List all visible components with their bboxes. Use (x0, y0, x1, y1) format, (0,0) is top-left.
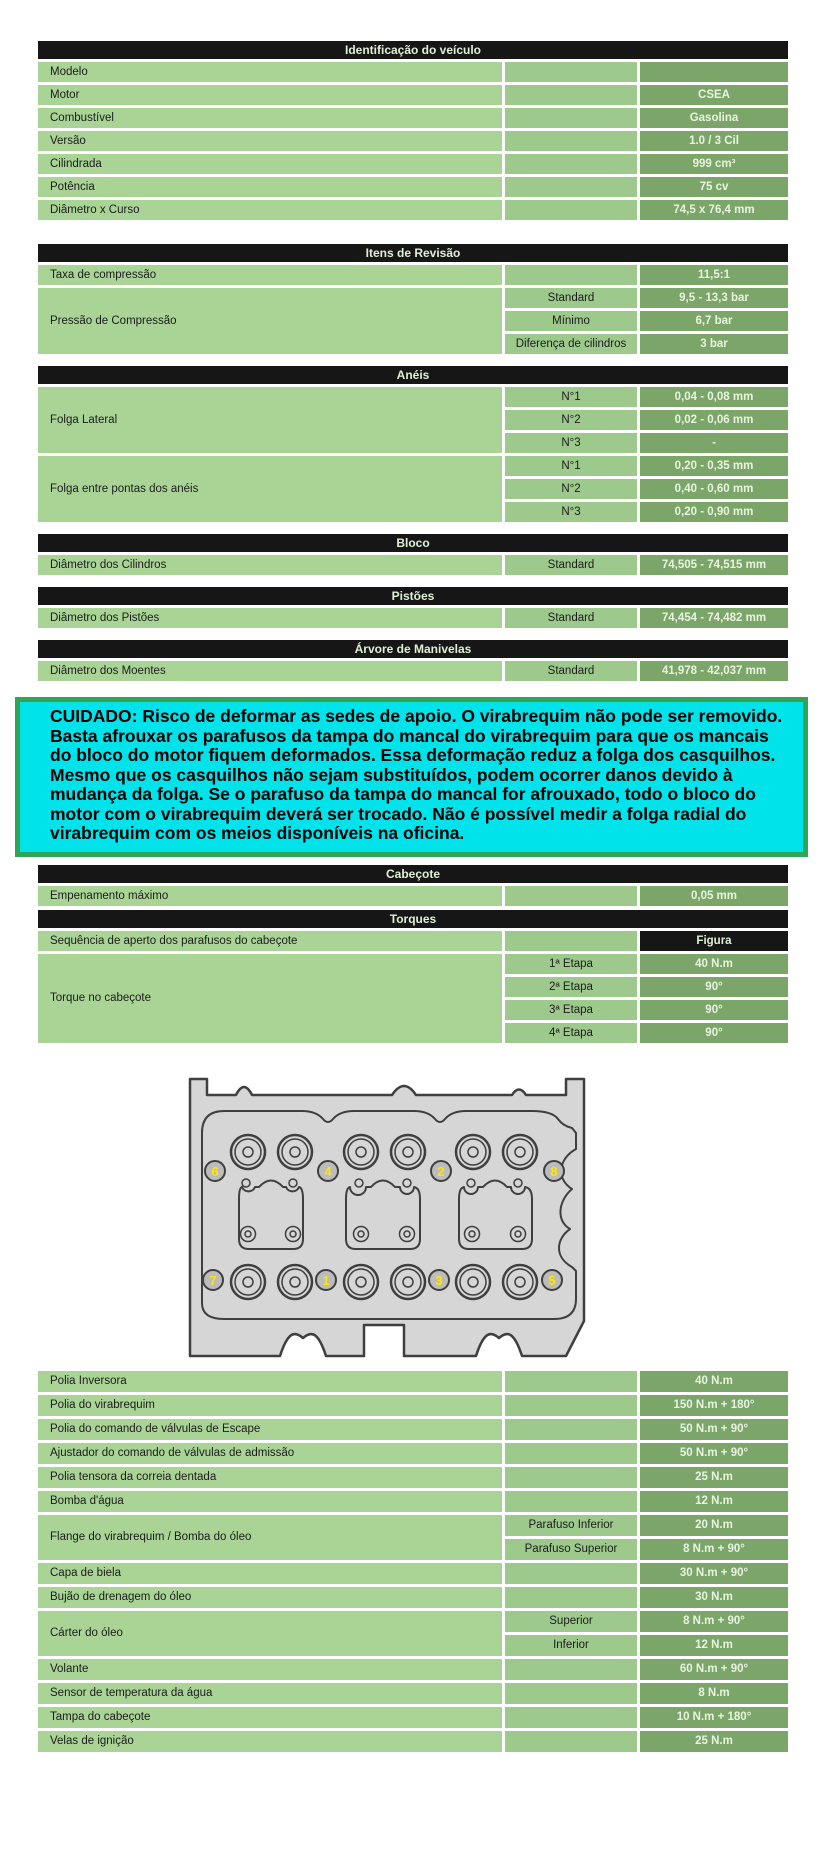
section-header: Identificação do veículo (38, 41, 788, 59)
spec-table-cabecote (38, 865, 788, 906)
row-sub-label: N°2 (505, 479, 637, 499)
row-label: Empenamento máximo (38, 886, 502, 906)
row-label: Capa de biela (38, 1563, 502, 1584)
table-row (38, 177, 788, 197)
row-label: Combustível (38, 108, 502, 128)
row-sub-label: Standard (505, 661, 637, 681)
table-row (38, 1659, 788, 1680)
row-label: Diâmetro x Curso (38, 200, 502, 220)
bolt-number: 8 (550, 1163, 558, 1179)
table-sub-row (505, 1635, 788, 1656)
row-sub-label: 3ª Etapa (505, 1000, 637, 1020)
row-value: 50 N.m + 90° (640, 1419, 788, 1440)
row-sub-label (505, 108, 637, 128)
table-row (38, 954, 788, 1043)
sub-rows (505, 954, 788, 1043)
spec-table-identificacao (38, 41, 788, 220)
row-sub-label (505, 1659, 637, 1680)
bolt-number: 3 (435, 1272, 443, 1288)
table-row (38, 62, 788, 82)
row-label: Modelo (38, 62, 502, 82)
row-value: 0,02 - 0,06 mm (640, 410, 788, 430)
table-sub-row (505, 1023, 788, 1043)
row-sub-label (505, 265, 637, 285)
row-value: 9,5 - 13,3 bar (640, 288, 788, 308)
table-row (38, 931, 788, 951)
row-sub-label: Parafuso Superior (505, 1539, 637, 1560)
row-label: Ajustador do comando de válvulas de admissão (38, 1443, 502, 1464)
table-row (38, 886, 788, 906)
spec-table-torques-componentes (38, 1371, 788, 1752)
table-row (38, 1491, 788, 1512)
row-value: 6,7 bar (640, 311, 788, 331)
sub-rows (505, 288, 788, 354)
table-sub-row (505, 387, 788, 407)
warning-box (15, 697, 808, 857)
table-sub-row (505, 456, 788, 476)
sub-rows (505, 1611, 788, 1656)
row-sub-label: N°2 (505, 410, 637, 430)
row-sub-label: Standard (505, 608, 637, 628)
table-row (38, 1683, 788, 1704)
row-label: Sensor de temperatura da água (38, 1683, 502, 1704)
table-row (38, 108, 788, 128)
row-sub-label: Diferença de cilindros (505, 334, 637, 354)
table-row (38, 200, 788, 220)
row-value: 30 N.m + 90° (640, 1563, 788, 1584)
row-value: 0,40 - 0,60 mm (640, 479, 788, 499)
table-row (38, 288, 788, 354)
table-sub-row (505, 479, 788, 499)
row-label: Diâmetro dos Moentes (38, 661, 502, 681)
row-sub-label: N°1 (505, 456, 637, 476)
row-value: 90° (640, 1000, 788, 1020)
table-row (38, 1467, 788, 1488)
sub-rows (505, 387, 788, 453)
row-value: 12 N.m (640, 1491, 788, 1512)
row-label: Diâmetro dos Pistões (38, 608, 502, 628)
table-row (38, 661, 788, 681)
row-sub-label (505, 1371, 637, 1392)
row-value: 40 N.m (640, 954, 788, 974)
row-value: 8 N.m (640, 1683, 788, 1704)
row-value: 0,04 - 0,08 mm (640, 387, 788, 407)
bolt-number: 7 (209, 1272, 217, 1288)
table-row (38, 456, 788, 522)
table-row (38, 1371, 788, 1392)
row-label: Folga Lateral (38, 387, 502, 453)
row-label: Polia tensora da correia dentada (38, 1467, 502, 1488)
row-sub-label (505, 177, 637, 197)
table-row (38, 85, 788, 105)
row-sub-label (505, 886, 637, 906)
row-value: 999 cm³ (640, 154, 788, 174)
spec-table-bloco (38, 534, 788, 575)
row-sub-label: N°3 (505, 433, 637, 453)
row-value: 1.0 / 3 Cil (640, 131, 788, 151)
table-row (38, 1443, 788, 1464)
spec-tables-top (0, 41, 824, 681)
row-value: 12 N.m (640, 1635, 788, 1656)
row-value (640, 62, 788, 82)
row-label: Polia do comando de válvulas de Escape (38, 1419, 502, 1440)
table-sub-row (505, 954, 788, 974)
row-label: Versão (38, 131, 502, 151)
row-label: Velas de ignição (38, 1731, 502, 1752)
row-value: 40 N.m (640, 1371, 788, 1392)
row-label: Bomba d'água (38, 1491, 502, 1512)
row-value: 0,20 - 0,35 mm (640, 456, 788, 476)
table-sub-row (505, 1515, 788, 1536)
row-label: Diâmetro dos Cilindros (38, 555, 502, 575)
row-value: 30 N.m (640, 1587, 788, 1608)
cylinder-head-outline (190, 1079, 584, 1356)
row-value: CSEA (640, 85, 788, 105)
row-value: 10 N.m + 180° (640, 1707, 788, 1728)
section-header: Árvore de Manivelas (38, 640, 788, 658)
table-row (38, 1515, 788, 1560)
table-sub-row (505, 1000, 788, 1020)
row-label: Cilindrada (38, 154, 502, 174)
table-row (38, 1563, 788, 1584)
row-label: Pressão de Compressão (38, 288, 502, 354)
table-sub-row (505, 1539, 788, 1560)
row-label: Torque no cabeçote (38, 954, 502, 1043)
row-sub-label (505, 1587, 637, 1608)
row-sub-label: 4ª Etapa (505, 1023, 637, 1043)
row-sub-label: Standard (505, 555, 637, 575)
spec-table-torques (38, 910, 788, 1043)
row-value: 74,5 x 76,4 mm (640, 200, 788, 220)
spec-table-itens-de-revisao (38, 244, 788, 354)
row-label: Taxa de compressão (38, 265, 502, 285)
row-label: Folga entre pontas dos anéis (38, 456, 502, 522)
bolt-number: 5 (548, 1272, 556, 1288)
row-value: 74,454 - 74,482 mm (640, 608, 788, 628)
table-row (38, 608, 788, 628)
table-sub-row (505, 433, 788, 453)
table-row (38, 131, 788, 151)
row-sub-label (505, 200, 637, 220)
table-row (38, 555, 788, 575)
sub-rows (505, 1515, 788, 1560)
table-sub-row (505, 288, 788, 308)
row-sub-label: Superior (505, 1611, 637, 1632)
row-sub-label: Mínimo (505, 311, 637, 331)
table-row (38, 265, 788, 285)
row-sub-label (505, 131, 637, 151)
torque-list-table (0, 1371, 824, 1752)
row-label: Bujão de drenagem do óleo (38, 1587, 502, 1608)
row-value: 25 N.m (640, 1467, 788, 1488)
table-sub-row (505, 502, 788, 522)
warning-text: CUIDADO: Risco de deformar as sedes de apoio. O virabrequim não pode ser removido. Basta afrouxar os parafusos da tampa do mancal do virabrequim para que os mancais do bloco do motor fiquem deformados. Essa deformação reduz a folga dos casquilhos. Mesmo que os casquilhos não sejam substituídos, podem ocorrer danos devido à mudança da folga. Se o parafuso da tampa do mancal for afrouxado, todo o bloco do motor com o virabrequim deverá ser trocado. Não é possível medir a folga radial do virabrequim com os meios disponíveis na oficina. (50, 706, 783, 843)
row-value: 60 N.m + 90° (640, 1659, 788, 1680)
table-row (38, 1587, 788, 1608)
bolt-number: 6 (211, 1163, 219, 1179)
row-sub-label (505, 1395, 637, 1416)
row-value: 74,505 - 74,515 mm (640, 555, 788, 575)
table-row (38, 154, 788, 174)
row-value: Figura (640, 931, 788, 951)
row-value: 0,20 - 0,90 mm (640, 502, 788, 522)
row-value: Gasolina (640, 108, 788, 128)
row-sub-label: N°3 (505, 502, 637, 522)
table-row (38, 387, 788, 453)
row-sub-label (505, 1683, 637, 1704)
cylinder-head-figure (180, 1071, 600, 1371)
row-sub-label (505, 1491, 637, 1512)
row-label: Volante (38, 1659, 502, 1680)
bolt-number: 2 (437, 1163, 445, 1179)
row-sub-label (505, 85, 637, 105)
row-sub-label (505, 1467, 637, 1488)
section-header: Itens de Revisão (38, 244, 788, 262)
row-value: 90° (640, 1023, 788, 1043)
table-row (38, 1707, 788, 1728)
row-value: 25 N.m (640, 1731, 788, 1752)
row-value: 50 N.m + 90° (640, 1443, 788, 1464)
row-sub-label: 1ª Etapa (505, 954, 637, 974)
row-label: Polia do virabrequim (38, 1395, 502, 1416)
row-value: 0,05 mm (640, 886, 788, 906)
section-header: Cabeçote (38, 865, 788, 883)
spec-table-aneis (38, 366, 788, 522)
row-label: Polia Inversora (38, 1371, 502, 1392)
row-value: 41,978 - 42,037 mm (640, 661, 788, 681)
row-value: 150 N.m + 180° (640, 1395, 788, 1416)
row-sub-label: Parafuso Inferior (505, 1515, 637, 1536)
section-header: Torques (38, 910, 788, 928)
table-row (38, 1419, 788, 1440)
table-row (38, 1395, 788, 1416)
row-sub-label (505, 62, 637, 82)
row-sub-label: Inferior (505, 1635, 637, 1656)
row-sub-label: N°1 (505, 387, 637, 407)
row-sub-label (505, 1731, 637, 1752)
spec-table-pistoes (38, 587, 788, 628)
spec-tables-mid (0, 865, 824, 1043)
table-sub-row (505, 1611, 788, 1632)
row-value: 11,5:1 (640, 265, 788, 285)
row-sub-label (505, 931, 637, 951)
sub-rows (505, 456, 788, 522)
row-label: Sequência de aperto dos parafusos do cabeçote (38, 931, 502, 951)
table-sub-row (505, 977, 788, 997)
row-value: 20 N.m (640, 1515, 788, 1536)
row-value: - (640, 433, 788, 453)
row-sub-label (505, 154, 637, 174)
row-sub-label: Standard (505, 288, 637, 308)
row-label: Potência (38, 177, 502, 197)
row-label: Cárter do óleo (38, 1611, 502, 1656)
table-sub-row (505, 311, 788, 331)
section-header: Anéis (38, 366, 788, 384)
row-value: 3 bar (640, 334, 788, 354)
bolt-number: 1 (322, 1272, 330, 1288)
row-value: 8 N.m + 90° (640, 1539, 788, 1560)
row-sub-label (505, 1419, 637, 1440)
section-header: Bloco (38, 534, 788, 552)
table-sub-row (505, 334, 788, 354)
row-label: Flange do virabrequim / Bomba do óleo (38, 1515, 502, 1560)
row-value: 75 cv (640, 177, 788, 197)
row-sub-label (505, 1707, 637, 1728)
row-label: Motor (38, 85, 502, 105)
bolt-number: 4 (324, 1163, 332, 1179)
section-header: Pistões (38, 587, 788, 605)
table-sub-row (505, 410, 788, 430)
row-value: 90° (640, 977, 788, 997)
spec-table-arvore-de-manivelas (38, 640, 788, 681)
row-label: Tampa do cabeçote (38, 1707, 502, 1728)
table-row (38, 1731, 788, 1752)
row-sub-label (505, 1563, 637, 1584)
row-sub-label: 2ª Etapa (505, 977, 637, 997)
table-row (38, 1611, 788, 1656)
row-sub-label (505, 1443, 637, 1464)
row-value: 8 N.m + 90° (640, 1611, 788, 1632)
